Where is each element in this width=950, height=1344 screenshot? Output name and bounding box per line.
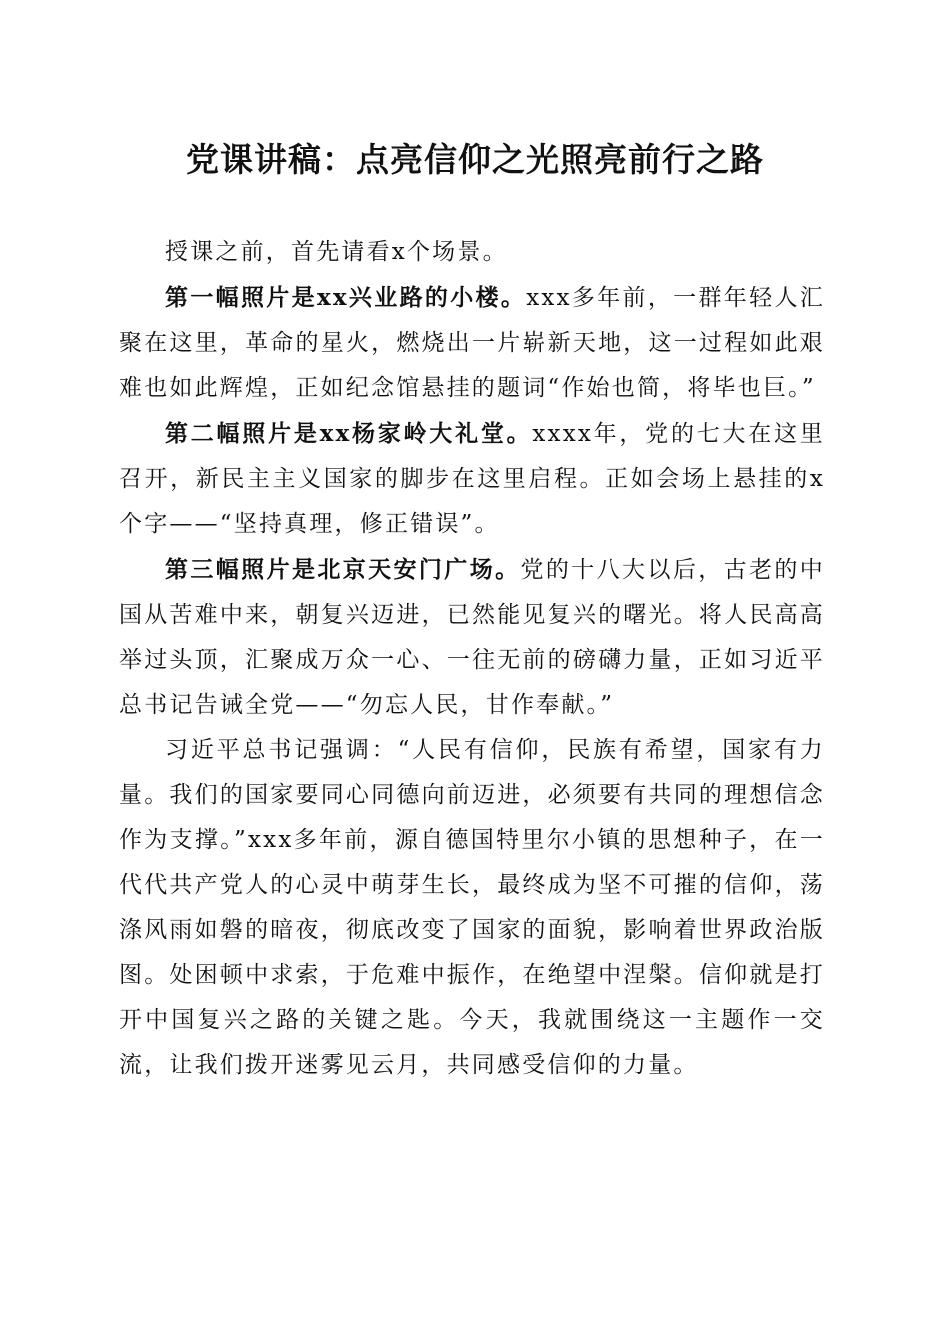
- paragraph-text: 习近平总书记强调：“人民有信仰，民族有希望，国家有力量。我们的国家要同心同德向前迈进，必须要有共同的理想信念作为支撑。”xxx多年前，源自德国特里尔小镇的思想种子，在一代代共产党人的心灵中萌芽生长，最终成为坚不可摧的信仰，荡涤风雨如磐的暗夜，彻底改变了国家的面貌，影响着世界政治版图。处困顿中求索，于危难中振作，在绝望中涅槃。信仰就是打开中国复兴之路的关键之匙。今天，我就围绕这一主题作一交流，让我们拨开迷雾见云月，共同感受信仰的力量。: [119, 737, 825, 1078]
- paragraph-text: xxx多年前，一群年轻人汇聚在这里，革命的星火，燃烧出一片崭新天地，这一过程如此艰难也如此辉煌，正如纪念馆悬挂的题词“作始也简，将毕也巨。”: [119, 285, 825, 401]
- paragraph-intro: [119, 230, 825, 275]
- paragraph-photo-3: [119, 547, 825, 728]
- paragraph-lead: 第一幅照片是xx兴业路的小楼。: [165, 284, 527, 311]
- paragraph-text: 授课之前，首先请看x个场景。: [165, 239, 508, 265]
- paragraph-lead: 第三幅照片是北京天安门广场。: [165, 556, 521, 583]
- paragraph-text: 党的十八大以后，古老的中国从苦难中来，朝复兴迈进，已然能见复兴的曙光。将人民高高举过头顶，汇聚成万众一心、一往无前的磅礴力量，正如习近平总书记告诫全党——“勿忘人民，甘作奉献。”: [119, 557, 825, 718]
- paragraph-lead: 第二幅照片是xx杨家岭大礼堂。: [165, 420, 533, 447]
- paragraph-text: xxxx年，党的七大在这里召开，新民主主义国家的脚步在这里启程。正如会场上悬挂的x个字——“坚持真理，修正错误”。: [119, 421, 825, 537]
- paragraph-photo-1: [119, 275, 825, 411]
- paragraph-conclusion: [119, 728, 825, 1088]
- document-title: 党课讲稿：点亮信仰之光照亮前行之路: [186, 140, 764, 179]
- paragraph-photo-2: [119, 411, 825, 547]
- document-body: [119, 230, 825, 1088]
